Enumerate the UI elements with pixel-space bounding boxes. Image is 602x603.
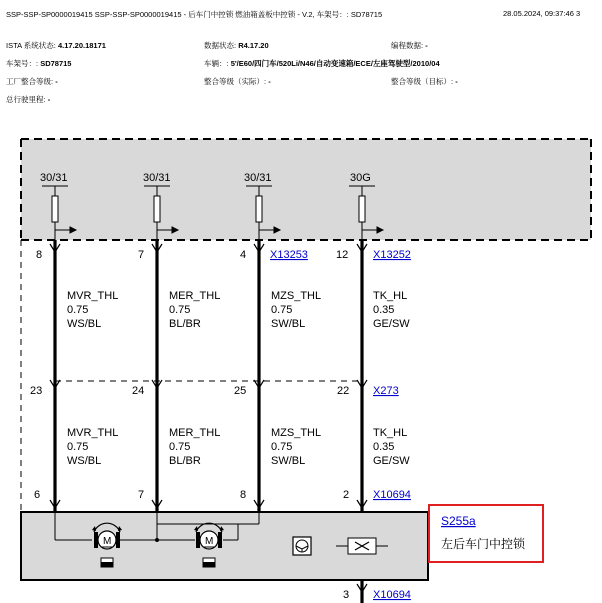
programming-data: 编程数据: - bbox=[391, 41, 428, 50]
wire-size-upper-3: 0.75 bbox=[271, 304, 293, 316]
connector-link-x10694-2[interactable]: X10694 bbox=[373, 589, 411, 601]
pin-bottom-3: 8 bbox=[240, 489, 247, 501]
pin-top-4: 12 bbox=[336, 249, 349, 261]
pin-top-3: 4 bbox=[240, 249, 247, 261]
wire-size-lower-1: 0.75 bbox=[67, 441, 89, 453]
wire-color-upper-4: GE/SW bbox=[373, 318, 410, 330]
wire-size-upper-4: 0.35 bbox=[373, 304, 395, 316]
svg-text:M: M bbox=[103, 536, 112, 547]
connector-link-x13252[interactable]: X13252 bbox=[373, 249, 411, 261]
pin-bottom-2: 7 bbox=[138, 489, 145, 501]
connector-link-x10694[interactable]: X10694 bbox=[373, 489, 411, 501]
integration-level-actual: 整合等级（实际）: - bbox=[204, 77, 271, 86]
vin: 车架号：: SD78715 bbox=[6, 59, 72, 68]
wire-size-lower-4: 0.35 bbox=[373, 441, 395, 453]
factory-integration-level: 工厂整合等级: - bbox=[6, 77, 58, 86]
wire-name-upper-4: TK_HL bbox=[373, 290, 408, 302]
wire-name-lower-1: MVR_THL bbox=[67, 427, 119, 439]
connector-link-x13253[interactable]: X13253 bbox=[270, 249, 308, 261]
wire-name-upper-2: MER_THL bbox=[169, 290, 221, 302]
power-module-box bbox=[21, 139, 591, 240]
component-name: 左后车门中控锁 bbox=[441, 537, 526, 551]
pin-top-2: 7 bbox=[138, 249, 145, 261]
integration-level-target: 整合等级（目标）: - bbox=[391, 77, 458, 86]
wire-size-lower-2: 0.75 bbox=[169, 441, 191, 453]
pin-mid-2: 24 bbox=[132, 385, 145, 397]
document-title: SSP-SSP-SP0000019415 SSP-SSP-SP0000019415 - 后车门中控锁 燃油箱盖板中控锁 - V.2, 车架号：: SD78715 bbox=[6, 10, 383, 19]
fuse-label-4: 30G bbox=[350, 172, 371, 184]
wire-size-upper-1: 0.75 bbox=[67, 304, 89, 316]
pin-mid-4: 22 bbox=[337, 385, 350, 397]
pin-mid-3: 25 bbox=[234, 385, 247, 397]
component-link-s255a[interactable]: S255a bbox=[441, 514, 476, 528]
fuse-label-2: 30/31 bbox=[143, 172, 171, 184]
steering-wheel-icon bbox=[293, 537, 311, 555]
pin-top-1: 8 bbox=[36, 249, 43, 261]
total-mileage: 总行驶里程: - bbox=[6, 95, 51, 104]
wire-size-lower-3: 0.75 bbox=[271, 441, 293, 453]
wire-name-lower-2: MER_THL bbox=[169, 427, 221, 439]
wire-color-upper-3: SW/BL bbox=[271, 318, 306, 330]
ista-status: ISTA 系统状态: 4.17.20.18171 bbox=[6, 41, 106, 50]
wire-name-lower-3: MZS_THL bbox=[271, 427, 322, 439]
pin-bottom-4: 2 bbox=[343, 489, 350, 501]
wire-name-upper-3: MZS_THL bbox=[271, 290, 322, 302]
wire-color-lower-4: GE/SW bbox=[373, 455, 410, 467]
pin-mid-1: 23 bbox=[30, 385, 43, 397]
wire-color-upper-2: BL/BR bbox=[169, 318, 201, 330]
wire-color-lower-2: BL/BR bbox=[169, 455, 201, 467]
wire-color-lower-3: SW/BL bbox=[271, 455, 306, 467]
wire-size-upper-2: 0.75 bbox=[169, 304, 191, 316]
vehicle: 车辆：: 5'/E60/四门车/520Li/N46/自动变速箱/ECE/左座驾驶型/2010/04 bbox=[204, 59, 440, 68]
fuse-label-3: 30/31 bbox=[244, 172, 272, 184]
data-status: 数据状态: R4.17.20 bbox=[204, 41, 269, 50]
svg-text:M: M bbox=[205, 536, 214, 547]
connector-link-x273[interactable]: X273 bbox=[373, 385, 399, 397]
pin-last: 3 bbox=[343, 589, 350, 601]
wire-color-upper-1: WS/BL bbox=[67, 318, 102, 330]
pin-bottom-1: 6 bbox=[34, 489, 41, 501]
wire-name-upper-1: MVR_THL bbox=[67, 290, 119, 302]
wire-color-lower-1: WS/BL bbox=[67, 455, 102, 467]
wire-name-lower-4: TK_HL bbox=[373, 427, 408, 439]
fuse-label-1: 30/31 bbox=[40, 172, 68, 184]
timestamp: 28.05.2024, 09:37:46 3 bbox=[503, 9, 581, 18]
